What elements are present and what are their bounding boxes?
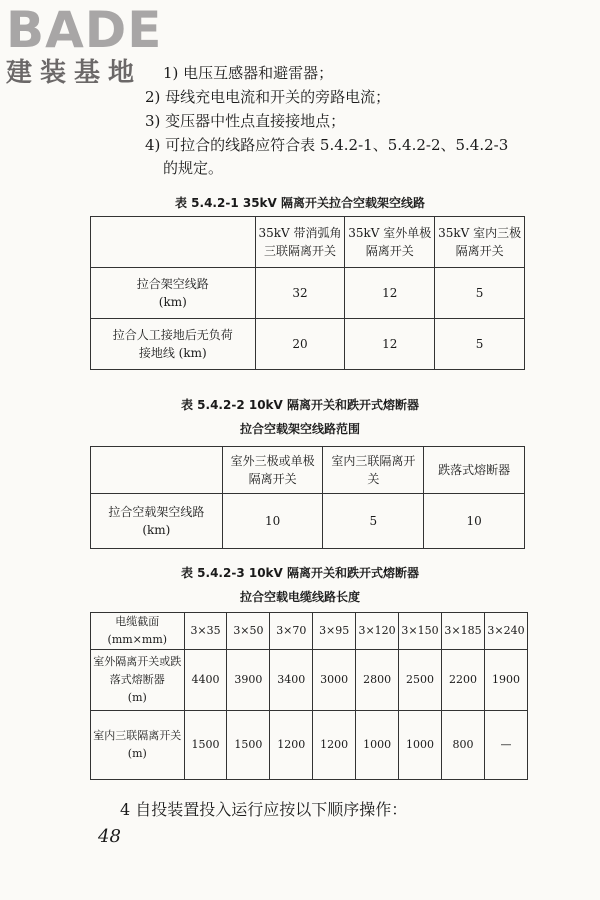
page-number: 48 [98, 826, 121, 847]
table-header-row [91, 217, 525, 268]
column-header: 3×120 [356, 613, 399, 650]
table2-caption-line1: 表 5.4.2-2 10kV 隔离开关和跌开式熔断器 [181, 398, 419, 412]
table-row [91, 650, 528, 711]
table-cell: 1500 [227, 711, 270, 780]
row-header: 室内三联隔离开关 (m) [91, 711, 185, 780]
table-cell: 2500 [399, 650, 442, 711]
section-4-heading: 4 自投装置投入运行应按以下顺序操作： [120, 800, 408, 819]
list-item-1: 1) 电压互感器和避雷器； [163, 64, 334, 82]
table-header-row [91, 613, 528, 650]
column-header: 3×150 [399, 613, 442, 650]
column-header: 跌落式熔断器 [424, 447, 525, 494]
column-header: 3×95 [313, 613, 356, 650]
table-cell: 4400 [184, 650, 227, 711]
table-corner-cell [91, 447, 223, 494]
list-item-3: 3) 变压器中性点直接接地点； [145, 112, 346, 130]
table-cell: — [484, 711, 527, 780]
logo-subtitle: 建装基地 [6, 58, 143, 88]
table3-caption-line1: 表 5.4.2-3 10kV 隔离开关和跌开式熔断器 [181, 566, 419, 580]
table-cell: 1200 [270, 711, 313, 780]
table3-caption-line2: 拉合空载电缆线路长度 [239, 590, 360, 604]
column-header: 35kV 室内三极隔离开关 [435, 217, 525, 268]
row-header: 电缆截面 (mm×mm) [91, 613, 185, 650]
logo [6, 1, 176, 88]
table1-caption: 表 5.4.2-1 35kV 隔离开关拉合空载架空线路 [175, 196, 425, 210]
table-row [91, 711, 528, 780]
column-header: 35kV 室外单极隔离开关 [345, 217, 435, 268]
table-cell: 1500 [184, 711, 227, 780]
table-cell: 12 [345, 268, 435, 319]
column-header: 3×35 [184, 613, 227, 650]
column-header: 3×185 [442, 613, 485, 650]
column-header: 3×50 [227, 613, 270, 650]
table-cell: 32 [255, 268, 345, 319]
list-item-4: 4) 可拉合的线路应符合表 5.4.2-1、5.4.2-2、5.4.2-3 [145, 136, 509, 154]
table-row [91, 319, 525, 370]
table-cell: 5 [435, 268, 525, 319]
table-10kv-overhead [90, 446, 525, 549]
table-row [91, 494, 525, 549]
table-cell: 5 [323, 494, 424, 549]
table-cell: 3400 [270, 650, 313, 711]
logo-wordmark: BADE [6, 1, 163, 59]
table-10kv-cable [90, 612, 528, 780]
table-cell: 3900 [227, 650, 270, 711]
table-35kv-disconnector [90, 216, 525, 370]
table-corner-cell [91, 217, 256, 268]
column-header: 室外三极或单极隔离开关 [222, 447, 323, 494]
table-cell: 800 [442, 711, 485, 780]
table-cell: 20 [255, 319, 345, 370]
table-cell: 1000 [356, 711, 399, 780]
table-cell: 3000 [313, 650, 356, 711]
table-header-row [91, 447, 525, 494]
table-cell: 10 [424, 494, 525, 549]
table-cell: 5 [435, 319, 525, 370]
column-header: 35kV 带消弧角三联隔离开关 [255, 217, 345, 268]
list-item-4-continued: 的规定。 [163, 159, 224, 177]
column-header: 3×70 [270, 613, 313, 650]
table-cell: 2200 [442, 650, 485, 711]
row-header: 室外隔离开关或跌落式熔断器 (m) [91, 650, 185, 711]
row-header: 拉合空载架空线路 (km) [91, 494, 223, 549]
table-cell: 12 [345, 319, 435, 370]
table-cell: 2800 [356, 650, 399, 711]
table2-caption-line2: 拉合空载架空线路范围 [239, 422, 360, 436]
row-header: 拉合架空线路 (km) [91, 268, 256, 319]
table-row [91, 268, 525, 319]
table-cell: 10 [222, 494, 323, 549]
row-header: 拉合人工接地后无负荷 接地线 (km) [91, 319, 256, 370]
table-cell: 1200 [313, 711, 356, 780]
column-header: 3×240 [484, 613, 527, 650]
column-header: 室内三联隔离开关 [323, 447, 424, 494]
table-cell: 1000 [399, 711, 442, 780]
list-item-2: 2) 母线充电电流和开关的旁路电流； [145, 88, 391, 106]
table-cell: 1900 [484, 650, 527, 711]
